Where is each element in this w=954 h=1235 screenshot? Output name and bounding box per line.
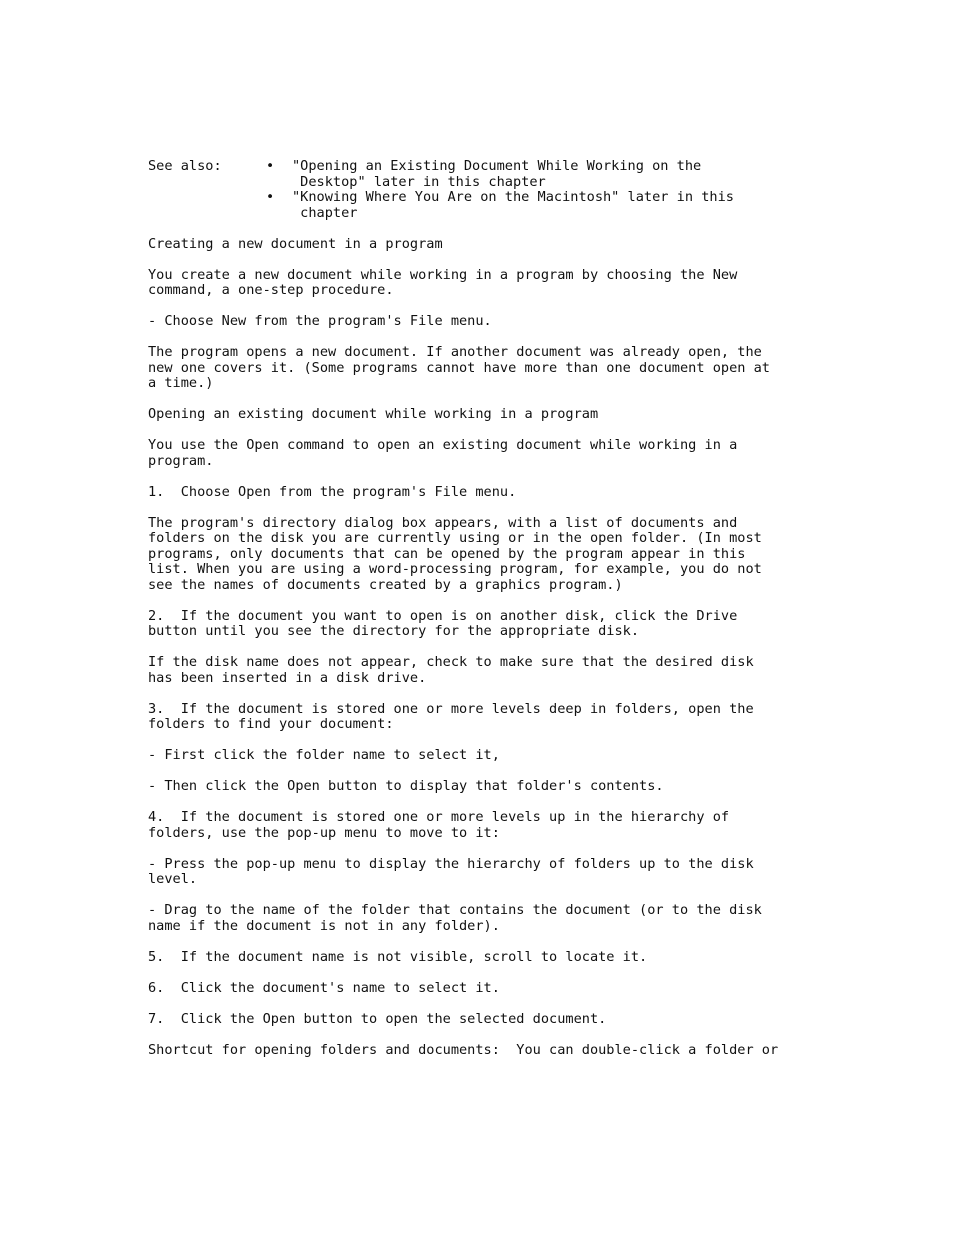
text-line: You use the Open command to open an existing document while working in a (148, 437, 738, 453)
text-line: 6. Click the document's name to select it. (148, 979, 500, 996)
text-line: folders on the disk you are currently using or in the open folder. (In most (148, 530, 762, 546)
paragraph (148, 345, 938, 392)
paragraph-spacer (148, 934, 938, 950)
text-line: 5. If the document name is not visible, scroll to locate it. (148, 948, 648, 965)
text-line: - Press the pop-up menu to display the hierarchy of folders up to the disk (148, 855, 754, 872)
paragraph-spacer (148, 1027, 938, 1043)
text-line: new one covers it. (Some programs cannot have more than one document open at (148, 359, 770, 376)
document-body (148, 221, 938, 1058)
see-also-item-line: Desktop" later in this chapter (292, 173, 546, 190)
text-line: name if the document is not in any folder). (148, 917, 500, 934)
paragraph (148, 981, 938, 997)
paragraph (148, 702, 938, 733)
text-line: folders to find your document: (148, 716, 394, 732)
paragraph (148, 516, 938, 594)
paragraph-spacer (148, 469, 938, 485)
paragraph-spacer (148, 965, 938, 981)
paragraph (148, 1012, 938, 1028)
text-line: level. (148, 871, 198, 887)
see-also-label: See also: (148, 158, 222, 174)
paragraph (148, 748, 938, 764)
text-line: program. (148, 452, 214, 469)
paragraph-spacer (148, 593, 938, 609)
paragraph (148, 950, 938, 966)
paragraph-spacer (148, 640, 938, 656)
text-line: command, a one-step procedure. (148, 282, 394, 298)
text-line: - Choose New from the program's File menu. (148, 313, 492, 329)
text-line: button until you see the directory for the appropriate disk. (148, 623, 640, 639)
paragraph (148, 903, 938, 934)
paragraph (148, 810, 938, 841)
paragraph-spacer (148, 500, 938, 516)
text-line: programs, only documents that can be opened by the program appear in this (148, 545, 746, 562)
text-line: The program opens a new document. If another document was already open, the (148, 344, 762, 360)
text-line: folders, use the pop-up menu to move to it: (148, 824, 500, 841)
paragraph-spacer (148, 221, 938, 237)
paragraph (148, 314, 938, 330)
section-heading (148, 407, 938, 423)
text-line: You create a new document while working in a program by choosing the New (148, 266, 738, 283)
see-also-item-line: "Knowing Where You Are on the Macintosh" later in this (292, 189, 734, 205)
paragraph-spacer (148, 795, 938, 811)
see-also-item-text (292, 159, 701, 190)
text-line: 1. Choose Open from the program's File menu. (148, 483, 517, 500)
text-line: a time.) (148, 375, 214, 391)
text-line: 7. Click the Open button to open the selected document. (148, 1010, 607, 1027)
paragraph-spacer (148, 299, 938, 315)
text-line: The program's directory dialog box appears, with a list of documents and (148, 514, 738, 531)
paragraph (148, 857, 938, 888)
document-page (148, 159, 938, 1058)
bullet-icon: • (266, 158, 275, 174)
text-line: - First click the folder name to select it, (148, 747, 500, 763)
paragraph-spacer (148, 841, 938, 857)
see-also-item-line: chapter (292, 204, 358, 221)
section-heading (148, 237, 938, 253)
paragraph (148, 609, 938, 640)
paragraph-spacer (148, 996, 938, 1012)
see-also-item (266, 159, 938, 190)
paragraph (148, 779, 938, 795)
see-also-item-line: "Opening an Existing Document While Working on the (292, 158, 702, 174)
paragraph-spacer (148, 423, 938, 439)
paragraph (148, 1043, 938, 1059)
text-line: - Drag to the name of the folder that contains the document (or to the disk (148, 902, 762, 918)
paragraph (148, 485, 938, 501)
text-line: 3. If the document is stored one or more levels deep in folders, open the (148, 700, 754, 717)
see-also-item-text (292, 190, 734, 221)
text-line: see the names of documents created by a graphics program.) (148, 576, 623, 593)
paragraph-spacer (148, 252, 938, 268)
paragraph (148, 268, 938, 299)
bullet-icon: • (266, 189, 275, 205)
text-line: has been inserted in a disk drive. (148, 669, 427, 686)
paragraph-spacer (148, 764, 938, 780)
text-line: If the disk name does not appear, check to make sure that the desired disk (148, 654, 754, 670)
paragraph-spacer (148, 686, 938, 702)
see-also-list (266, 159, 938, 221)
text-line: 4. If the document is stored one or more levels up in the hierarchy of (148, 809, 730, 825)
see-also-item (266, 190, 938, 221)
paragraph-spacer (148, 888, 938, 904)
text-line: Shortcut for opening folders and documents: You can double-click a folder or (148, 1041, 779, 1058)
paragraph-spacer (148, 733, 938, 749)
paragraph (148, 438, 938, 469)
paragraph (148, 655, 938, 686)
see-also-block (148, 159, 938, 221)
heading-line: Opening an existing document while working in a program (148, 406, 599, 422)
text-line: - Then click the Open button to display that folder's contents. (148, 778, 664, 794)
text-line: 2. If the document you want to open is on another disk, click the Drive (148, 607, 738, 624)
heading-line: Creating a new document in a program (148, 235, 443, 252)
paragraph-spacer (148, 330, 938, 346)
paragraph-spacer (148, 392, 938, 408)
text-line: list. When you are using a word-processing program, for example, you do not (148, 561, 762, 577)
